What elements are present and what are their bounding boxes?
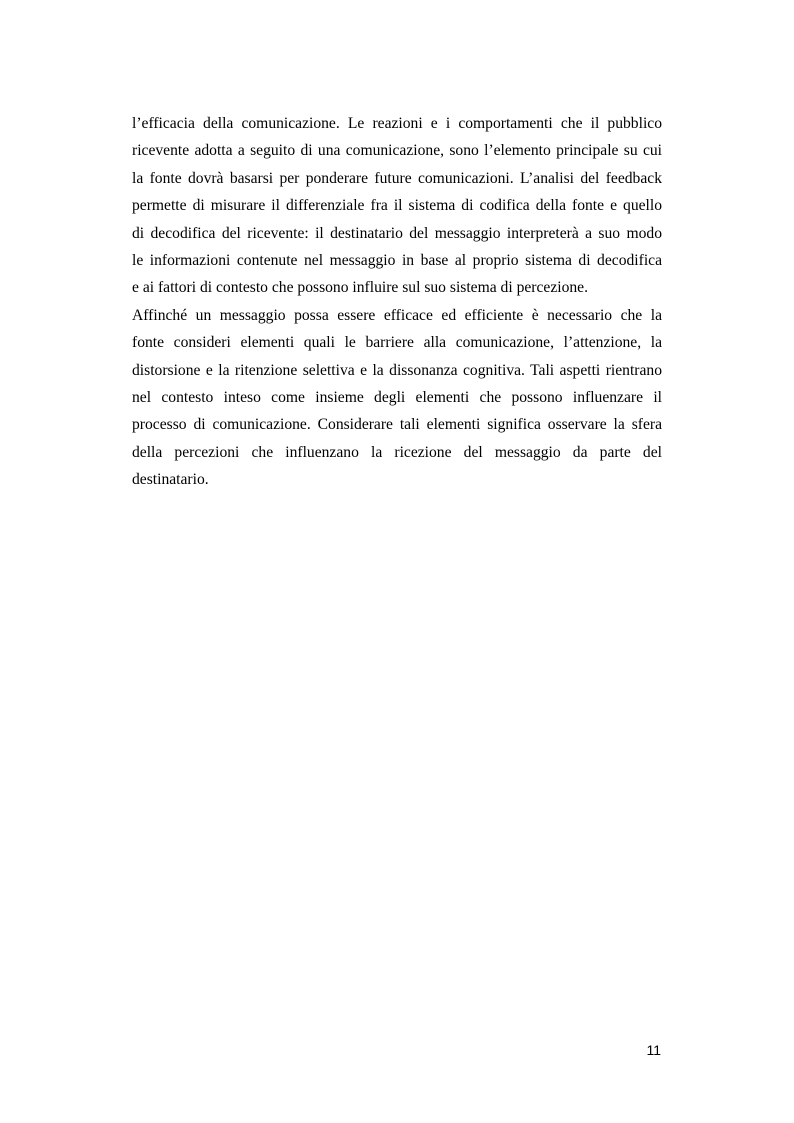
text-line: l’efficacia della comunicazione. Le reazioni e i comportamenti che il pubblico	[132, 115, 662, 132]
text-line: e ai fattori di contesto che possono influire sul suo sistema di percezione.	[132, 279, 588, 297]
text-line: Affinché un messaggio possa essere efficace ed efficiente è necessario che la	[132, 306, 662, 324]
text-line: di decodifica del ricevente: il destinatario del messaggio interpreterà a suo modo	[132, 224, 662, 242]
body-text	[132, 110, 662, 493]
page-number: 11	[646, 1042, 661, 1058]
text-line: la fonte dovrà basarsi per ponderare future comunicazioni. L’analisi del feedback	[132, 169, 662, 187]
text-line: della percezioni che influenzano la ricezione del messaggio da parte del	[132, 443, 662, 461]
text-line: fonte consideri elementi quali le barriere alla comunicazione, l’attenzione, la	[132, 334, 662, 352]
text-line: nel contesto inteso come insieme degli elementi che possono influenzare il	[132, 388, 662, 406]
text-line: ricevente adotta a seguito di una comunicazione, sono l’elemento principale su cui	[132, 142, 662, 160]
text-line: destinatario.	[132, 471, 209, 489]
paragraph-1	[132, 110, 662, 302]
text-line: le informazioni contenute nel messaggio in base al proprio sistema di decodifica	[132, 251, 662, 269]
text-line: permette di misurare il differenziale fra il sistema di codifica della fonte e quello	[132, 197, 662, 215]
paragraph-2	[132, 302, 662, 494]
text-line: processo di comunicazione. Considerare tali elementi significa osservare la sfera	[132, 416, 662, 434]
text-line: distorsione e la ritenzione selettiva e la dissonanza cognitiva. Tali aspetti rientrano	[132, 361, 662, 379]
